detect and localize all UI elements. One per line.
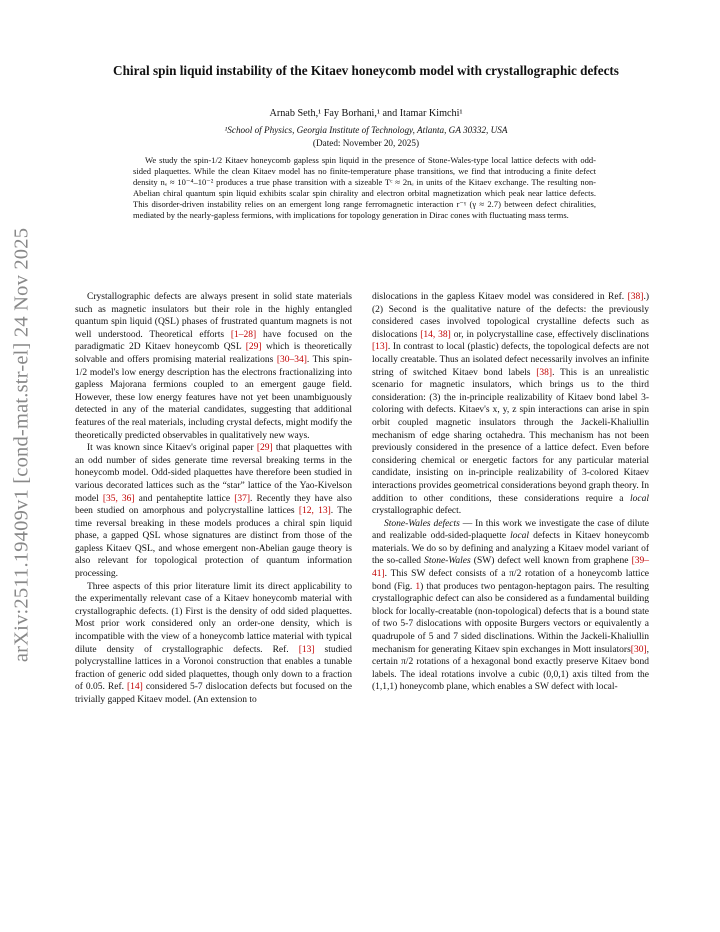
text-run: that plaquettes with an odd number of sides generate time reversal breaking terms in the honeycomb model. Odd-sided plaquettes have therefore been studied in various decorated lattices such as the “star” lattice of the Yao-Kivelson model [75, 443, 352, 504]
citation-link[interactable]: [12, 13] [298, 506, 331, 517]
citation-link[interactable]: [35, 36] [102, 493, 135, 504]
figure-reference-link[interactable]: 1 [415, 581, 421, 592]
abstract-text: We study the spin-1/2 Kitaev honeycomb gapless spin liquid in the presence of Stone-Wales-type local lattice defects with odd-sided plaquettes. While the clean Kitaev model has no finite-temperature phase transitions, we find that introducing a finite defect density nₑ ≈ 10⁻⁴–10⁻² produces a true phase transition with a sizeable Tᶜ ≈ 2nₑ in units of the Kitaev exchange. The resulting non-Abelian chiral quantum spin liquid exhibits scalar spin chirality and electron orbital magnetization which peak near lattice defects. This disorder-driven instability relies on an emergent long range ferromagnetic interaction r⁻ᵞ (γ ≈ 2.7) between defect chiralities, mediated by the nearly-gapless fermions, with implications for topology generation in Dirac cones with fluctuating mass terms. [133, 155, 596, 220]
affiliation: ¹School of Physics, Georgia Institute of Technology, Atlanta, GA 30332, USA [224, 125, 508, 135]
citation-link[interactable]: [14, 38] [420, 329, 451, 340]
citation-link[interactable]: [38] [536, 367, 553, 378]
text-run: studied polycrystalline lattices in a Voronoi construction that enables a tunable fraction of generic odd sided plaquettes, though only down to a fraction of 0.05. Ref. [75, 644, 352, 693]
text-run: Crystallographic defects are always present in solid state materials such as magnetic insulators but their role in the highly entangled quantum spin liquid (QSL) phases of frustrated quantum magnets is not well understood. Theoretical efforts [75, 292, 352, 340]
text-run: — In this work we investigate the case of dilute and realizable odd-sided-plaquette [372, 518, 649, 542]
text-run: Three aspects of this prior literature limit its direct applicability to the experimentally relevant case of a Kitaev honeycomb material with crystallographic defects. (1) First is the density of odd sided plaquettes. Most prior work considered only an order-one density, which is incompatible with the view of a honeycomb lattice material with typical dilute density of crystallographic defects. Ref. [75, 581, 352, 655]
date-line: (Dated: November 20, 2025) [312, 138, 420, 148]
citation-link[interactable]: [39–41] [372, 556, 649, 580]
body-paragraph [372, 518, 649, 694]
body-paragraph [75, 581, 352, 707]
citation-link[interactable]: [1–28] [230, 329, 257, 340]
text-run: (SW) defect well known from graphene [470, 556, 632, 567]
citation-link[interactable]: [13] [298, 644, 315, 655]
text-run: or, in polycrystalline case, effectively disclinations [450, 329, 649, 340]
text-run: It was known since Kitaev's original paper [87, 443, 257, 454]
body-paragraph [75, 442, 352, 581]
author-list: Arnab Seth,¹ Fay Borhani,¹ and Itamar Kimchi¹ [269, 108, 463, 119]
citation-link[interactable]: [30–34] [276, 354, 307, 365]
text-run: . This spin-1/2 model's low energy description has the electrons fractionalizing into gapless Majorana fermions coupled to an emergent gauge field. However, these low energy features have not yet been unambiguously detected in any of the material candidates, suggesting that additional features of the real materials, including crystal defects, might modify the theoretically predicted observables in qualitatively new ways. [75, 354, 353, 441]
text-run: , certain π/2 rotations of a hexagonal bond exactly preserve Kitaev bond labels. The ideal rotations involve a cubic (0,0,1) axis tilted from the (1,1,1) honeycomb plane, which enables a SW defect with local- [372, 644, 649, 693]
emphasis: local [630, 493, 649, 504]
body-paragraph [75, 291, 352, 442]
text-run: which is theoretically solvable and offers promising material realizations [75, 342, 353, 365]
paragraph-lead: Stone-Wales defects [384, 518, 460, 529]
paper-title: Chiral spin liquid instability of the Kitaev honeycomb model with crystallographic defects [113, 63, 619, 78]
citation-link[interactable]: [13] [372, 342, 388, 353]
arxiv-identifier: arXiv:2511.19409v1 [cond-mat.str-el] 24 Nov 2025 [10, 227, 33, 663]
text-run: .) (2) Second is the qualitative nature of the defects: the previously considered cases involved topological crystalline defects such as dislocations [372, 292, 649, 340]
citation-link[interactable]: [37] [234, 493, 251, 504]
text-run: . This is an unrealistic scenario for magnetic insulators, which brings us to the third consideration: (3) the in-principle realizability of Kitaev bond label 3-coloring with defects. Kitaev's x, y, z spin interactions can arise in spin orbit coupled magnetic insulators through the Jackeli-Khaliullin mechanism of edge sharing octahedra. This mechanism has not been previously considered in the presence of a lattice defect. Even before considering chemical or energetic factors for any particular material candidate, insisting on in-principle realizability of 3-colored Kitaev interactions provides geometrical considerations beyond graph theory. In addition to other conditions, these considerations require a [372, 367, 649, 504]
citation-link[interactable]: [30] [630, 644, 647, 655]
text-run: defects in Kitaev honeycomb materials. We do so by defining and analyzing a Kitaev model variant of the so-called [372, 531, 649, 567]
arxiv-identifier-margin [2, 210, 42, 680]
text-run: and pentaheptite lattice [134, 493, 235, 504]
left-column [75, 291, 352, 707]
emphasis: local [510, 531, 530, 542]
text-run: . This SW defect consists of a π/2 rotation of a honeycomb lattice bond (Fig. [372, 569, 649, 592]
text-run: ) that produces two pentagon-heptagon pairs. The resulting crystallographic defect can also be considered as a fundamental building block for locally-creatable (non-topological) defects that is a bound state of two 5-7 dislocations with opposite Burgers vectors or equivalently a quadrupole of 5 and 7 sided disclinations. Within the Jackeli-Khaliullin mechanism for generating Kitaev spin exchanges in Mott insulators [372, 581, 649, 655]
text-run: . The time reversal breaking in these models produces a chiral spin liquid phase, a gapped QSL whose signatures are distinct from those of the gapless Kitaev QSL, and whose emergent non-Abelian gauge theory is also relevant for topological protection of quantum information processing. [75, 506, 353, 580]
citation-link[interactable]: [29] [245, 342, 262, 353]
citation-link[interactable]: [29] [256, 443, 273, 454]
citation-link[interactable]: [38] [627, 292, 644, 302]
text-run: dislocations in the gapless Kitaev model was considered in Ref. [372, 292, 628, 302]
text-run: . Recently they have also been studied on amorphous and polycrystalline lattices [75, 493, 352, 517]
emphasis: Stone-Wales [424, 556, 471, 567]
text-run: . In contrast to local (plastic) defects, the topological defects are not locally creatable. Thus an isolated defect necessarily involves an infinite string of switched Kitaev bond labels [372, 342, 649, 378]
text-run: crystallographic defect. [372, 506, 462, 517]
text-run: considered 5-7 dislocation defects but focused on the trivially gapped Kitaev model. (An extension to [75, 682, 352, 705]
text-run: have focused on the paradigmatic 2D Kitaev honeycomb QSL [75, 329, 352, 353]
right-column [372, 291, 649, 694]
body-paragraph [372, 291, 649, 518]
abstract [133, 155, 596, 221]
citation-link[interactable]: [14] [127, 682, 143, 693]
